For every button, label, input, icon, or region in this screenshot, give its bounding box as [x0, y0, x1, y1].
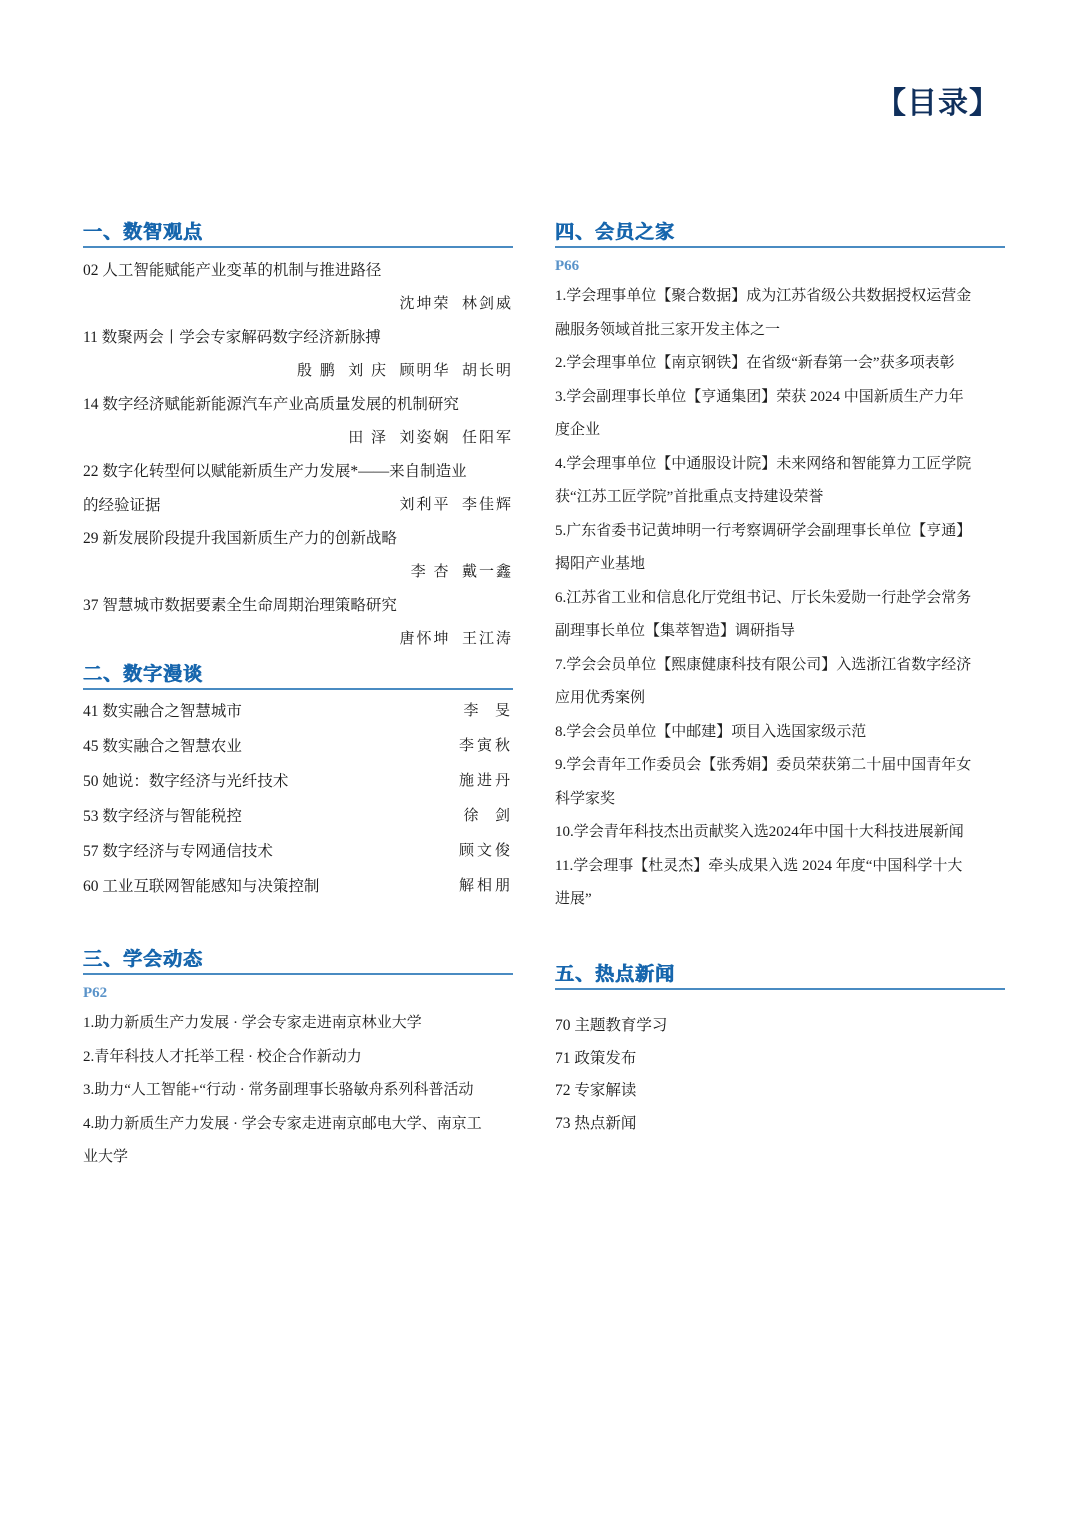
- row-title[interactable]: 41 数实融合之智慧城市: [83, 703, 242, 720]
- news-item[interactable]: [555, 749, 1005, 816]
- news-item-text[interactable]: 2.青年科技人才托举工程 · 校企合作新动力: [83, 1048, 362, 1065]
- section-heading: [83, 937, 513, 975]
- entry-authors: 唐怀坤 王江涛: [399, 630, 513, 647]
- hot-news-item[interactable]: 73 热点新闻: [555, 1114, 637, 1132]
- news-item[interactable]: [83, 1007, 513, 1041]
- news-item-text-cont[interactable]: 进展”: [555, 891, 592, 907]
- news-item-text-cont[interactable]: 应用优秀案例: [555, 690, 646, 706]
- hot-news-item[interactable]: 71 政策发布: [555, 1049, 637, 1067]
- row-author: 李 旻: [463, 703, 513, 719]
- page-ref: P62: [83, 985, 108, 1001]
- row-title[interactable]: 57 数字经济与专网通信技术: [83, 843, 273, 860]
- page-ref: P66: [555, 258, 580, 274]
- section-heading-text: 二、数字漫谈: [83, 663, 204, 685]
- toc-row[interactable]: [83, 799, 513, 834]
- entry-title[interactable]: 22 数字化转型何以赋能新质生产力发展*——来自制造业: [83, 463, 467, 480]
- row-author: 李寅秋: [458, 738, 513, 754]
- news-item-text[interactable]: 9.学会青年工作委员会【张秀娟】委员荣获第二十届中国青年女: [555, 757, 972, 773]
- news-item-text[interactable]: 3.学会副理事长单位【亨通集团】荣获 2024 中国新质生产力年: [555, 388, 964, 405]
- news-item-text[interactable]: 4.助力新质生产力发展 · 学会专家走进南京邮电大学、南京工: [83, 1115, 482, 1132]
- row-author: 徐 剑: [463, 808, 513, 824]
- toc-entry[interactable]: [83, 455, 513, 522]
- news-item[interactable]: [555, 649, 1005, 716]
- toc-row[interactable]: [83, 764, 513, 799]
- news-item-text-cont[interactable]: 业大学: [83, 1149, 129, 1165]
- toc-row[interactable]: [83, 729, 513, 764]
- news-item[interactable]: [555, 850, 1005, 917]
- row-author: 顾文俊: [458, 843, 513, 859]
- hot-news-item[interactable]: 72 专家解读: [555, 1082, 637, 1099]
- entry-authors: 殷 鹏 刘 庆 顾明华 胡长明: [296, 362, 513, 379]
- news-item[interactable]: [555, 816, 1005, 850]
- page-title: 【目录】: [876, 86, 1000, 121]
- row-title[interactable]: 60 工业互联网智能感知与决策控制: [83, 878, 320, 895]
- row-author: 解相朋: [458, 878, 513, 894]
- news-item[interactable]: [83, 1041, 513, 1075]
- toc-entry[interactable]: [83, 254, 513, 321]
- section-heading-text: 五、热点新闻: [555, 963, 676, 985]
- news-item-text[interactable]: 8.学会会员单位【中邮建】项目入选国家级示范: [555, 723, 867, 740]
- news-item-text[interactable]: 10.学会青年科技杰出贡献奖入选2024年中国十大科技进展新闻: [555, 824, 964, 840]
- section-heading-text: 三、学会动态: [83, 948, 204, 970]
- news-item-text[interactable]: 11.学会理事【杜灵杰】牵头成果入选 2024 年度“中国科学十大: [555, 857, 963, 874]
- section-heading: [83, 210, 513, 248]
- news-item-text[interactable]: 6.江苏省工业和信息化厅党组书记、厅长朱爱勋一行赴学会常务: [555, 589, 972, 606]
- entry-title[interactable]: 37 智慧城市数据要素全生命周期治理策略研究: [83, 597, 397, 614]
- toc-entry[interactable]: [83, 388, 513, 455]
- news-item[interactable]: [83, 1108, 513, 1175]
- toc-row[interactable]: [83, 694, 513, 729]
- row-title[interactable]: 53 数字经济与智能税控: [83, 808, 242, 825]
- entry-authors: 田 泽 刘姿娴 任阳军: [348, 429, 513, 446]
- row-title[interactable]: 50 她说：数字经济与光纤技术: [83, 773, 289, 790]
- section-heading: [555, 210, 1005, 248]
- news-item-text-cont[interactable]: 副理事长单位【集萃智造】调研指导: [555, 623, 796, 639]
- news-item[interactable]: [555, 716, 1005, 750]
- toc-entry[interactable]: [83, 589, 513, 656]
- news-item[interactable]: [555, 347, 1005, 381]
- section-2: [83, 652, 513, 904]
- entry-authors: 刘利平 李佳辉: [399, 496, 513, 513]
- news-item-text[interactable]: 2.学会理事单位【南京钢铁】在省级“新春第一会”获多项表彰: [555, 355, 955, 371]
- news-item-text-cont[interactable]: 获“江苏工匠学院”首批重点支持建设荣誉: [555, 489, 824, 505]
- news-item[interactable]: [555, 280, 1005, 347]
- news-item[interactable]: [555, 515, 1005, 582]
- toc-row[interactable]: [83, 834, 513, 869]
- news-item[interactable]: [555, 582, 1005, 649]
- news-item-text-cont[interactable]: 科学家奖: [555, 790, 616, 807]
- toc-entry[interactable]: [83, 522, 513, 589]
- section-heading: [83, 652, 513, 690]
- entry-authors: 李 杏 戴一鑫: [410, 563, 513, 580]
- news-item-text-cont[interactable]: 揭阳产业基地: [555, 556, 646, 572]
- news-item-text[interactable]: 3.助力“人工智能+“行动 · 常务副理事长骆敏舟系列科普活动: [83, 1082, 474, 1098]
- section-3: [83, 937, 513, 1175]
- entry-title-cont[interactable]: 的经验证据: [83, 496, 161, 514]
- toc-row[interactable]: [83, 869, 513, 904]
- news-item[interactable]: [555, 448, 1005, 515]
- news-item-text[interactable]: 7.学会会员单位【熙康健康科技有限公司】入选浙江省数字经济: [555, 656, 972, 673]
- hot-news-item[interactable]: 70 主题教育学习: [555, 1017, 668, 1034]
- news-item[interactable]: [83, 1074, 513, 1108]
- news-item-text[interactable]: 4.学会理事单位【中通服设计院】未来网络和智能算力工匠学院: [555, 455, 972, 472]
- entry-title[interactable]: 02 人工智能赋能产业变革的机制与推进路径: [83, 262, 382, 279]
- section-heading-text: 一、数智观点: [83, 221, 204, 243]
- entry-title[interactable]: 14 数字经济赋能新能源汽车产业高质量发展的机制研究: [83, 396, 459, 413]
- entry-authors: 沈坤荣 林剑威: [399, 295, 513, 312]
- news-item-text[interactable]: 5.广东省委书记黄坤明一行考察调研学会副理事长单位【亨通】: [555, 522, 972, 539]
- section-heading-text: 四、会员之家: [555, 221, 676, 243]
- section-4: [555, 210, 1005, 917]
- section-5: [555, 952, 1005, 1140]
- section-1: [83, 210, 513, 656]
- news-item-text-cont[interactable]: 融服务领域首批三家开发主体之一: [555, 321, 781, 338]
- section-heading: [555, 952, 1005, 990]
- row-title[interactable]: 45 数实融合之智慧农业: [83, 738, 242, 755]
- news-item-text[interactable]: 1.助力新质生产力发展 · 学会专家走进南京林业大学: [83, 1015, 422, 1031]
- entry-title[interactable]: 11 数聚两会丨学会专家解码数字经济新脉搏: [83, 329, 381, 346]
- news-item-text-cont[interactable]: 度企业: [555, 422, 601, 438]
- entry-title[interactable]: 29 新发展阶段提升我国新质生产力的创新战略: [83, 530, 397, 547]
- row-author: 施进丹: [458, 773, 513, 789]
- news-item[interactable]: [555, 381, 1005, 448]
- news-item-text[interactable]: 1.学会理事单位【聚合数据】成为江苏省级公共数据授权运营金: [555, 288, 972, 304]
- toc-entry[interactable]: [83, 321, 513, 388]
